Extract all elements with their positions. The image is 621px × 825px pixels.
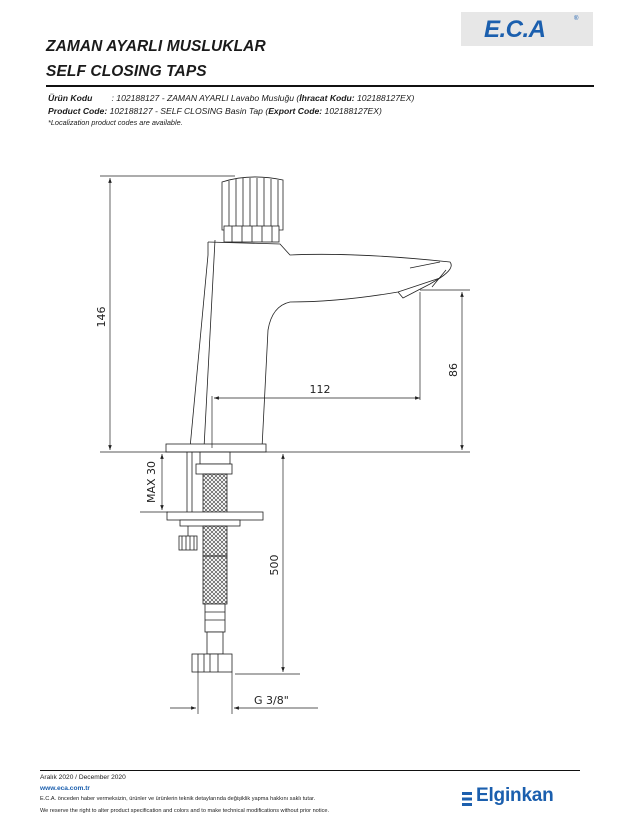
dim-label-146: 146: [95, 306, 108, 328]
ihracat-kodu-label: İhracat Kodu:: [299, 93, 355, 103]
push-button-cap: [222, 177, 283, 242]
ihracat-kodu-value: 102188127EX): [354, 93, 415, 103]
urun-kodu-value: : 102188127 - ZAMAN AYARLI Lavabo Musluğu (: [111, 93, 300, 103]
registered-mark: ®: [574, 16, 579, 22]
page-title-en: SELF CLOSING TAPS: [46, 63, 207, 80]
footer-website[interactable]: www.eca.com.tr: [40, 785, 90, 792]
elginkan-logo: Elginkan: [476, 785, 554, 806]
elginkan-mark-icon: [462, 791, 473, 807]
tap-body: [166, 240, 451, 452]
fixing-assembly: [167, 452, 263, 672]
footer-date: Aralık 2020 / December 2020: [40, 774, 126, 781]
dim-label-500: 500: [268, 554, 281, 576]
export-code-value: 102188127EX): [322, 106, 382, 116]
product-code-label: Product Code:: [48, 106, 108, 116]
dim-label-86: 86: [447, 363, 460, 377]
urun-kodu-label: Ürün Kodu: [48, 93, 93, 103]
dim-label-thread: G 3/8": [254, 694, 289, 707]
footer-divider: [40, 770, 580, 771]
footer-disclaimer-tr: E.C.A. önceden haber vermeksizin, ürünler ve ürünlerin teknik detaylarında değişiklik yapma hakkını saklı tutar.: [40, 796, 316, 802]
eca-logo-text: E.C.A: [484, 16, 546, 43]
page-title-tr: ZAMAN AYARLI MUSLUKLAR: [46, 38, 266, 55]
product-code-value: 102188127 - SELF CLOSING Basin Tap (: [107, 106, 269, 116]
dim-label-112: 112: [309, 383, 331, 396]
footer-disclaimer-en: We reserve the right to alter product specification and colors and to make technical modifications without prior notice.: [40, 808, 330, 814]
dim-label-max30: MAX 30: [145, 460, 158, 504]
export-code-label: Export Code:: [268, 106, 323, 116]
localization-note: *Localization product codes are available.: [48, 118, 183, 127]
